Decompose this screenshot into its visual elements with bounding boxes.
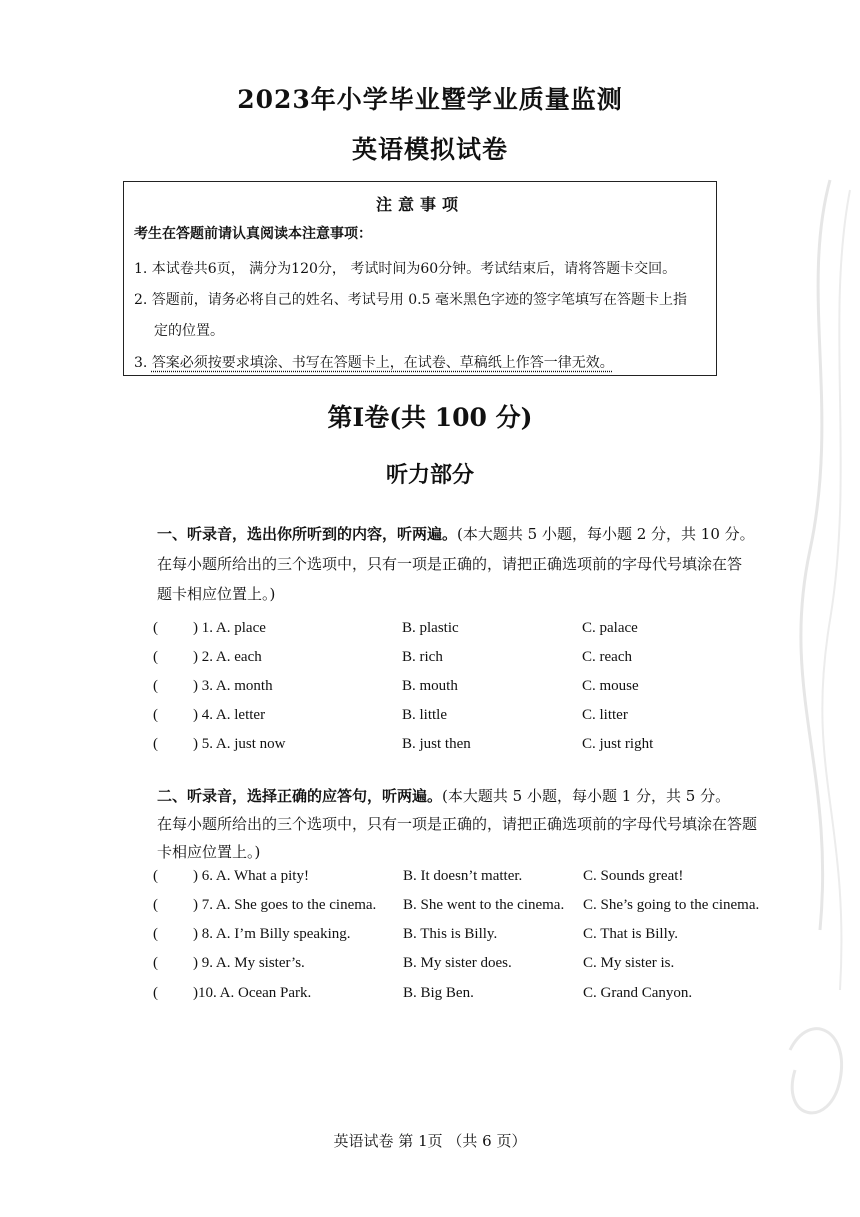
notice-item-3 (134, 352, 614, 372)
answer-paren[interactable]: ( (153, 897, 158, 913)
question-option-a: ) 6. A. What a pity! (193, 868, 309, 884)
question-option-b: B. It doesn’t matter. (403, 868, 523, 884)
question-9 (153, 955, 793, 979)
answer-paren[interactable]: ( (153, 868, 158, 884)
answer-paren[interactable]: ( (153, 678, 158, 694)
answer-paren[interactable]: ( (153, 926, 158, 942)
question-option-c: C. That is Billy. (583, 926, 679, 942)
answer-paren[interactable]: ( (153, 955, 158, 971)
question-4 (153, 707, 793, 731)
question-option-a: ) 4. A. letter (193, 707, 266, 723)
section1-heading (157, 523, 755, 544)
question-option-c: C. She’s going to the cinema. (583, 897, 760, 913)
exam-title: 2023年小学毕业暨学业质量监测 (237, 85, 623, 114)
section1-instr-2: 在每小题所给出的三个选项中，只有一项是正确的，请把正确选项前的字母代号填涂在答 (157, 555, 743, 573)
question-option-a: ) 2. A. each (193, 649, 262, 665)
question-option-a: ) 3. A. month (193, 678, 273, 694)
question-option-b: B. This is Billy. (403, 926, 498, 942)
question-option-b: B. She went to the cinema. (403, 897, 565, 913)
question-option-a: ) 9. A. My sister’s. (193, 955, 305, 971)
notice-box (123, 181, 717, 376)
notice-item-3-text: 答案必须按要求填涂、书写在答题卡上，在试卷、草稿纸上作答一律无效。 (151, 355, 614, 371)
question-option-a: ) 8. A. I’m Billy speaking. (193, 926, 351, 942)
section2-instr-3: 卡相应位置上。) (157, 843, 261, 861)
page-footer: 英语试卷 第 1页 （共 6 页） (333, 1132, 527, 1150)
section1-heading-rest: (本大题共 5 小题，每小题 2 分，共 10 分。 (457, 525, 755, 543)
question-option-c: C. reach (582, 649, 632, 665)
question-option-a: )10. A. Ocean Park. (193, 985, 312, 1001)
section-title: 听力部分 (385, 462, 474, 488)
question-option-c: C. mouse (582, 678, 639, 694)
notice-item-2-cont: 定的位置。 (154, 323, 224, 339)
question-option-c: C. palace (582, 620, 638, 636)
question-option-c: C. litter (582, 707, 628, 723)
question-option-c: C. Sounds great! (583, 868, 684, 884)
question-option-a: ) 7. A. She goes to the cinema. (193, 897, 377, 913)
question-option-b: B. plastic (402, 620, 459, 636)
answer-paren[interactable]: ( (153, 620, 158, 636)
question-option-b: B. My sister does. (403, 955, 512, 971)
notice-item-2: 2. 答题前，请务必将自己的姓名、考试号用 0.5 毫米黑色字迹的签字笔填写在答题卡上指 (134, 292, 687, 308)
question-10 (153, 985, 793, 1009)
question-5 (153, 736, 793, 760)
question-option-c: C. Grand Canyon. (583, 985, 693, 1001)
question-option-b: B. little (402, 707, 447, 723)
question-option-b: B. mouth (402, 678, 458, 694)
question-6 (153, 868, 793, 892)
part-title: 第Ⅰ卷(共 100 分) (327, 403, 533, 432)
question-8 (153, 926, 793, 950)
question-option-c: C. just right (582, 736, 654, 752)
question-option-b: B. Big Ben. (403, 985, 474, 1001)
question-1 (153, 620, 793, 644)
question-option-b: B. rich (402, 649, 443, 665)
exam-subtitle: 英语模拟试卷 (351, 135, 508, 164)
answer-paren[interactable]: ( (153, 736, 158, 752)
question-option-b: B. just then (402, 736, 471, 752)
notice-intro: 考生在答题前请认真阅读本注意事项： (134, 226, 372, 242)
section1-instr-3: 题卡相应位置上。) (157, 585, 276, 603)
section2-instr-2: 在每小题所给出的三个选项中，只有一项是正确的，请把正确选项前的字母代号填涂在答题 (157, 815, 758, 833)
answer-paren[interactable]: ( (153, 985, 158, 1001)
section2-heading-bold: 二、听录音，选择正确的应答句，听两遍。 (157, 787, 443, 805)
notice-item-1: 1. 本试卷共6页， 满分为120分， 考试时间为60分钟。考试结束后，请将答题卡交回。 (134, 261, 677, 277)
section1-heading-bold: 一、听录音，选出你所听到的内容，听两遍。 (157, 525, 458, 543)
section2-heading-rest: (本大题共 5 小题，每小题 1 分，共 5 分。 (442, 787, 731, 805)
notice-item-3-prefix: 3. (134, 355, 152, 371)
scan-artifact-decoration (780, 170, 860, 1170)
question-2 (153, 649, 793, 673)
question-option-a: ) 5. A. just now (193, 736, 286, 752)
question-option-c: C. My sister is. (583, 955, 675, 971)
section2-heading (157, 785, 730, 806)
question-3 (153, 678, 793, 702)
notice-title: 注意事项 (375, 195, 464, 214)
answer-paren[interactable]: ( (153, 649, 158, 665)
answer-paren[interactable]: ( (153, 707, 158, 723)
question-option-a: ) 1. A. place (193, 620, 266, 636)
question-7 (153, 897, 793, 921)
